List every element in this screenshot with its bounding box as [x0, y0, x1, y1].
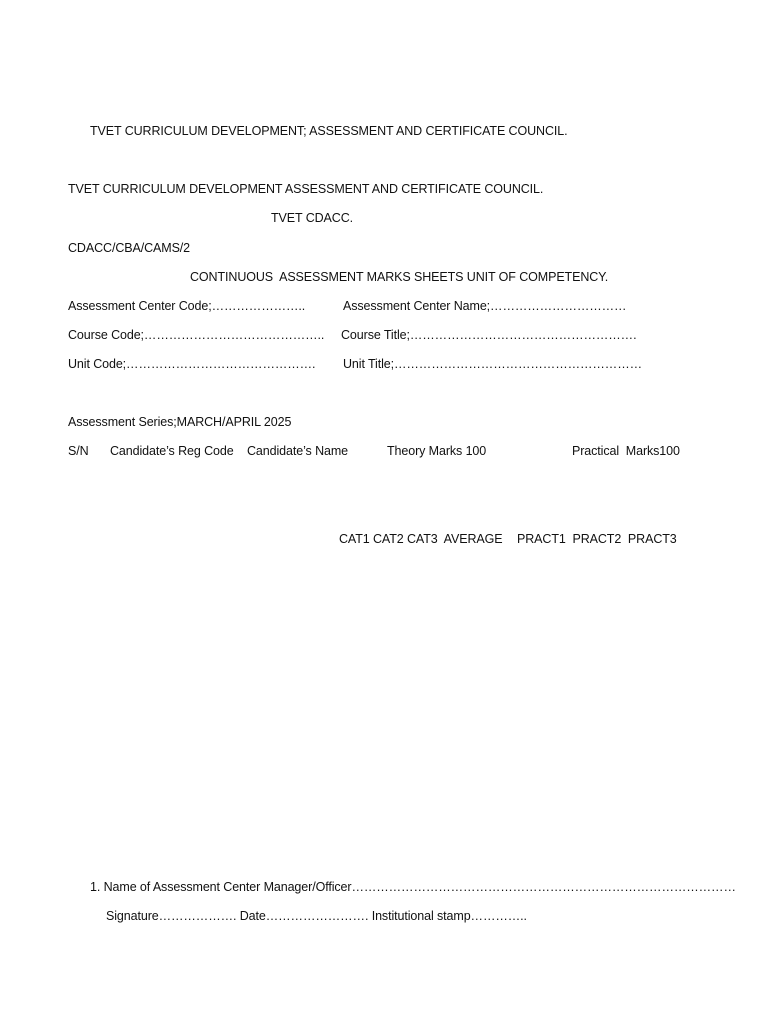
manager-name-line: 1. Name of Assessment Center Manager/Officer………………………………………………………………………………… [90, 880, 736, 894]
signature-line: Signature………………. Date……………………. Institutional stamp………….. [106, 909, 527, 923]
council-title-1: TVET CURRICULUM DEVELOPMENT; ASSESSMENT AND CERTIFICATE COUNCIL. [90, 124, 568, 138]
assessment-series: Assessment Series;MARCH/APRIL 2025 [68, 415, 292, 429]
column-candidate-name: Candidate’s Name [247, 444, 349, 458]
council-title-2: TVET CURRICULUM DEVELOPMENT ASSESSMENT AND CERTIFICATE COUNCIL. [68, 182, 544, 196]
column-reg-code: Candidate’s Reg Code [110, 444, 234, 458]
sheet-title: CONTINUOUS ASSESSMENT MARKS SHEETS UNIT OF COMPETENCY. [190, 270, 609, 284]
unit-title-field: Unit Title;…………………………………………………… [343, 357, 642, 371]
center-code-field: Assessment Center Code;………………….. [68, 299, 306, 313]
column-theory-marks: Theory Marks 100 [387, 444, 487, 458]
theory-sub-columns: CAT1 CAT2 CAT3 AVERAGE [339, 532, 503, 546]
column-practical-marks: Practical Marks100 [572, 444, 680, 458]
council-acronym: TVET CDACC. [271, 211, 354, 225]
form-code: CDACC/CBA/CAMS/2 [68, 241, 191, 255]
course-code-field: Course Code;…………………………………….. [68, 328, 325, 342]
course-title-field: Course Title;………………………………………………. [341, 328, 637, 342]
column-sn: S/N [68, 444, 89, 458]
center-name-field: Assessment Center Name;…………………………… [343, 299, 627, 313]
practical-sub-columns: PRACT1 PRACT2 PRACT3 [517, 532, 677, 546]
unit-code-field: Unit Code;………………………………………. [68, 357, 316, 371]
